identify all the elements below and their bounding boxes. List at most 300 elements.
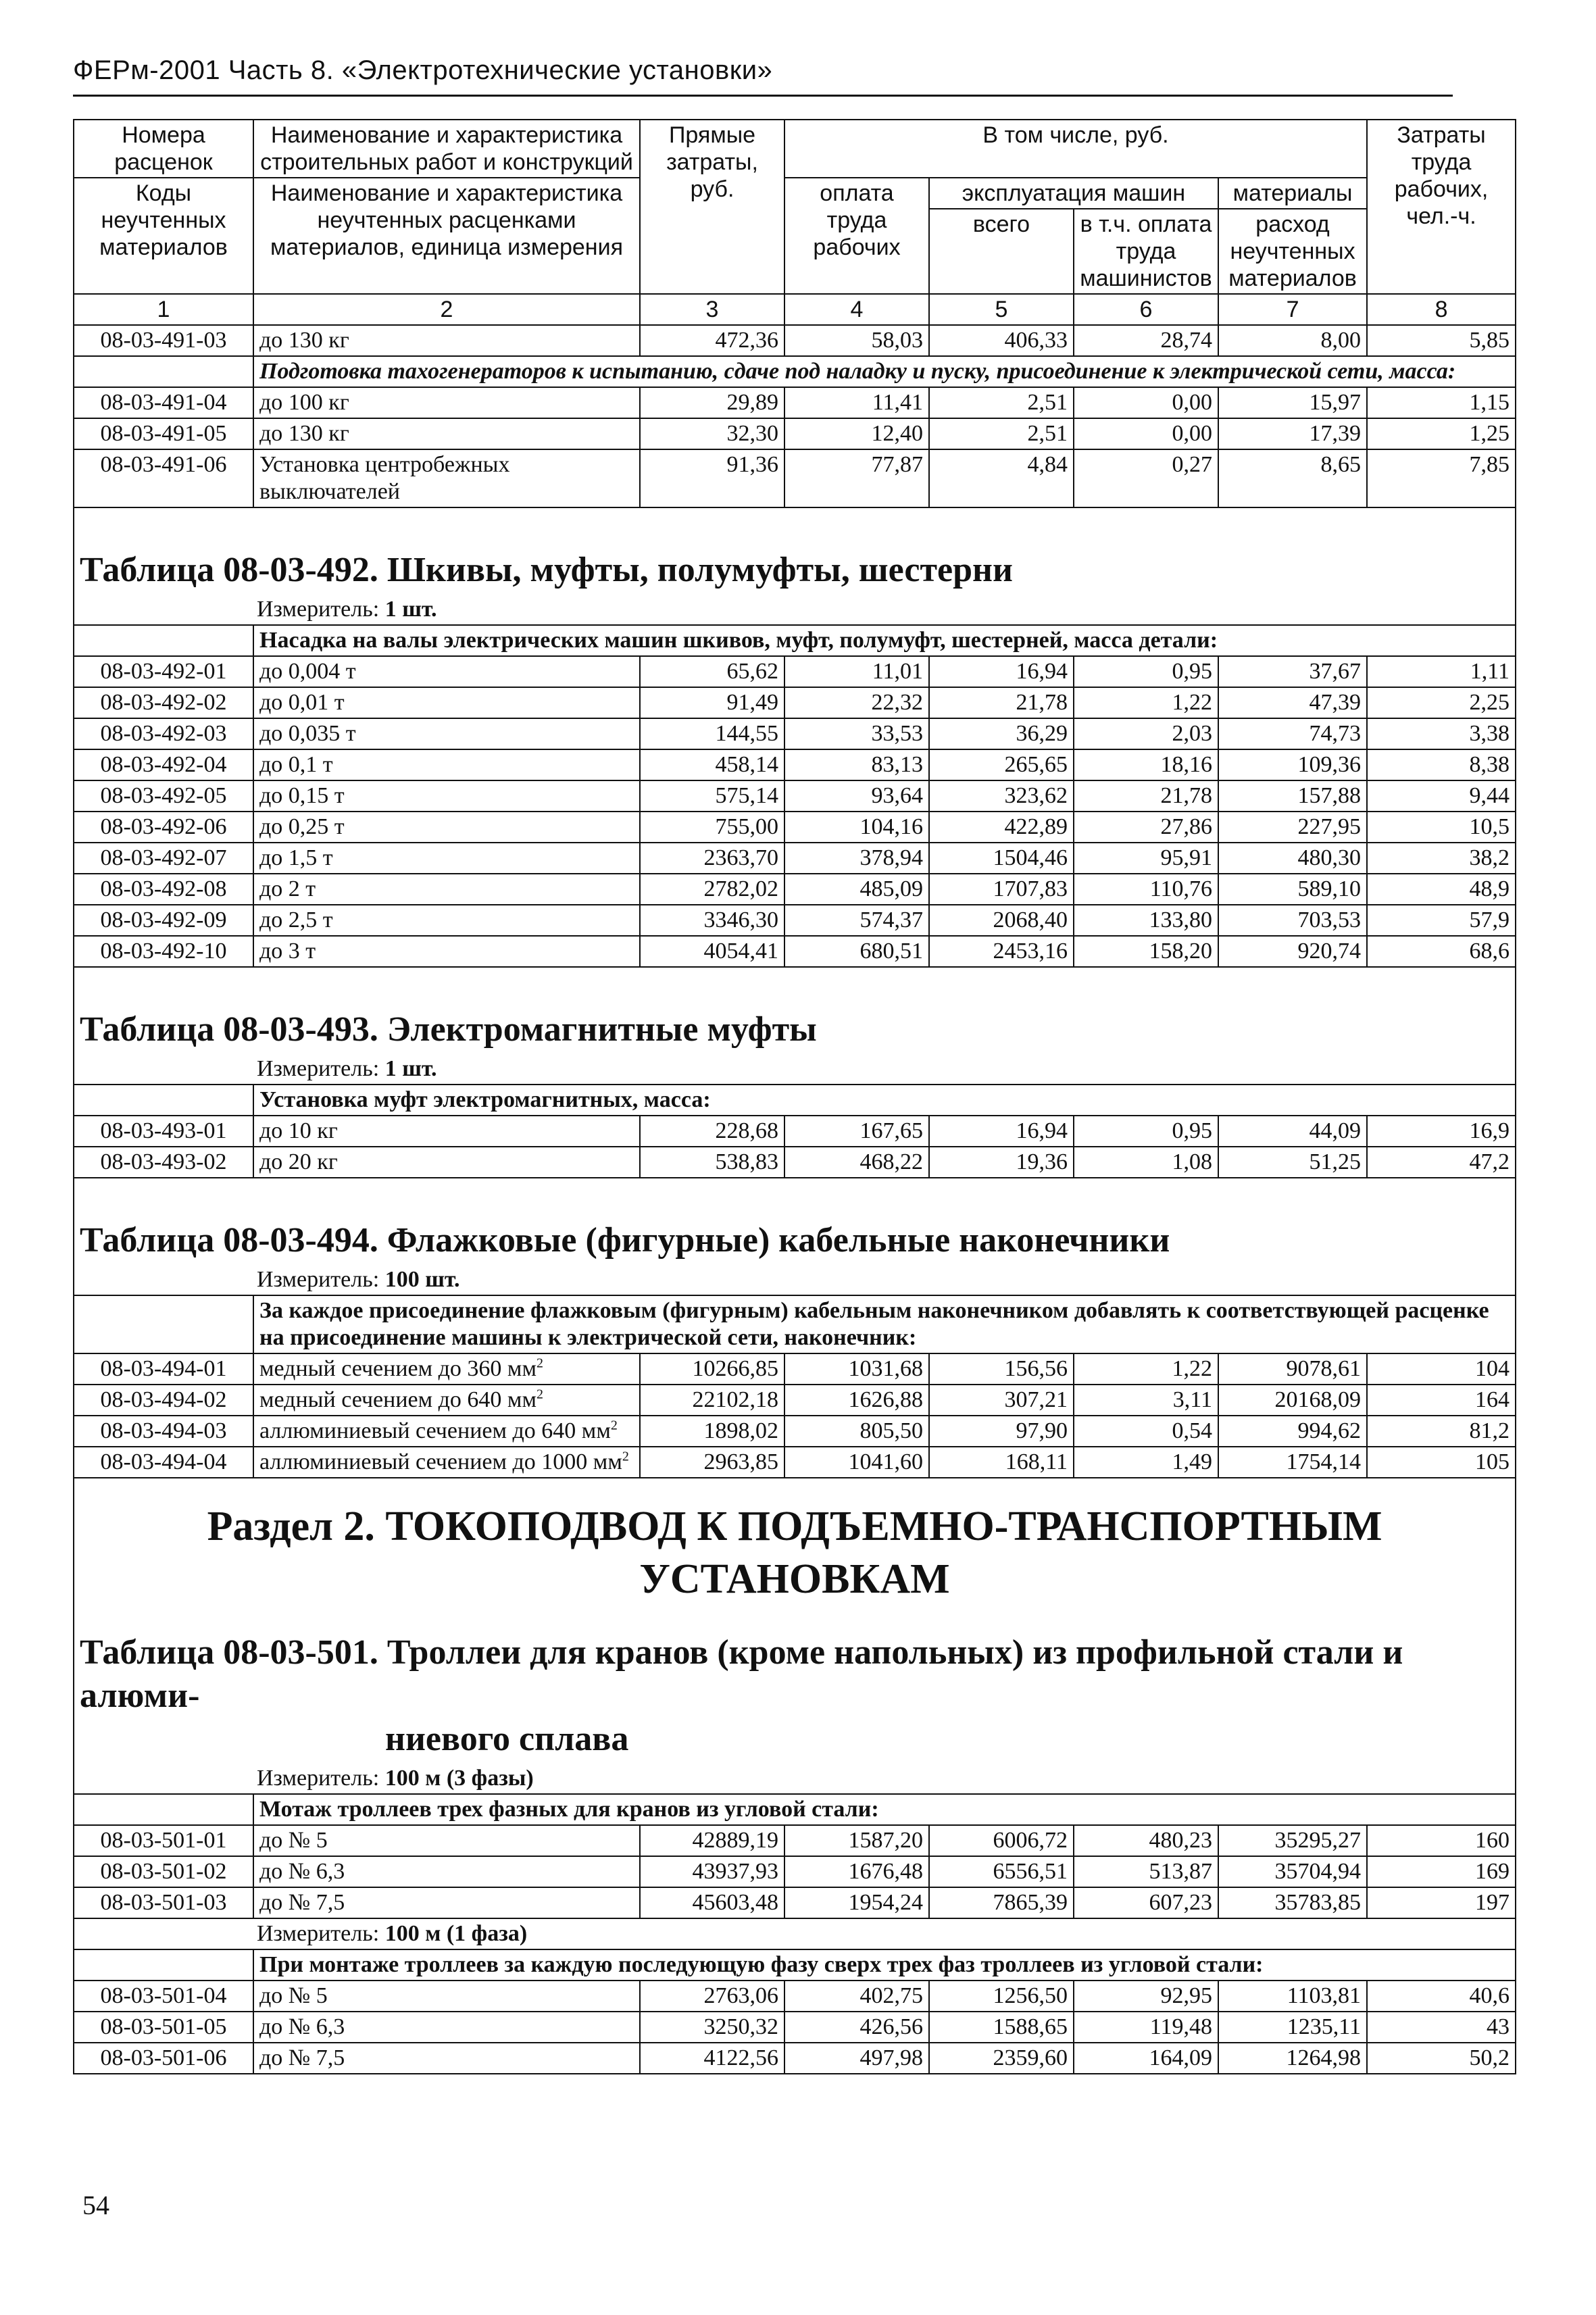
cell-machinists: 1,08 xyxy=(1074,1147,1218,1178)
cell-name: до 130 кг xyxy=(253,418,640,449)
cell-name-text: аллюминиевый сечением до 640 мм xyxy=(259,1418,611,1443)
cell-labor: 1,11 xyxy=(1367,656,1516,687)
column-number: 5 xyxy=(929,294,1074,325)
table-row xyxy=(74,449,1516,507)
cell-machines: 1588,65 xyxy=(929,2012,1074,2043)
cell-labor-pay: 468,22 xyxy=(784,1147,929,1178)
measurer-label: Измеритель: xyxy=(257,1056,380,1081)
cell-code: 08-03-501-01 xyxy=(74,1825,253,1856)
cell-machinists: 0,27 xyxy=(1074,449,1218,507)
cell-name: до № 7,5 xyxy=(253,1887,640,1918)
cell-labor: 40,6 xyxy=(1367,1981,1516,2012)
cell-machinists: 3,11 xyxy=(1074,1385,1218,1416)
cell-labor: 8,38 xyxy=(1367,749,1516,780)
cell-labor-pay: 167,65 xyxy=(784,1116,929,1147)
cell-name xyxy=(253,1385,640,1416)
cell-code: 08-03-491-05 xyxy=(74,418,253,449)
group-row xyxy=(74,356,1516,387)
cell-direct: 538,83 xyxy=(640,1147,784,1178)
cell-direct: 575,14 xyxy=(640,780,784,812)
group-row-blank xyxy=(74,1295,253,1353)
cell-materials: 15,97 xyxy=(1218,387,1367,418)
cell-direct: 45603,48 xyxy=(640,1887,784,1918)
cell-code: 08-03-492-10 xyxy=(74,936,253,967)
cell-code: 08-03-501-04 xyxy=(74,1981,253,2012)
cell-materials: 703,53 xyxy=(1218,905,1367,936)
cell-machinists: 95,91 xyxy=(1074,843,1218,874)
measurer-row xyxy=(74,1764,1516,1794)
table-title xyxy=(80,539,1510,593)
cell-direct: 43937,93 xyxy=(640,1856,784,1887)
unit-superscript: 2 xyxy=(536,1355,543,1371)
cell-materials: 109,36 xyxy=(1218,749,1367,780)
cell-labor-pay: 1041,60 xyxy=(784,1447,929,1478)
group-row-blank xyxy=(74,356,253,387)
cell-name: до № 6,3 xyxy=(253,2012,640,2043)
table-title-line: ниевого сплава xyxy=(385,1720,629,1758)
table-row xyxy=(74,1447,1516,1478)
cell-labor: 1,15 xyxy=(1367,387,1516,418)
cell-machinists: 480,23 xyxy=(1074,1825,1218,1856)
cell-materials: 8,00 xyxy=(1218,325,1367,356)
column-number: 2 xyxy=(253,294,640,325)
cell-machines: 2,51 xyxy=(929,418,1074,449)
cell-labor-pay: 805,50 xyxy=(784,1416,929,1447)
header-machines: эксплуатация машин xyxy=(929,178,1218,209)
cell-labor: 160 xyxy=(1367,1825,1516,1856)
cell-name: до 3 т xyxy=(253,936,640,967)
section-title: Раздел 2. ТОКОПОДВОД К ПОДЪЕМНО-ТРАНСПОРТНЫМ УСТАНОВКАМ xyxy=(207,1503,1382,1602)
group-row xyxy=(74,1295,1516,1353)
cell-machinists: 119,48 xyxy=(1074,2012,1218,2043)
cell-code: 08-03-501-06 xyxy=(74,2043,253,2074)
cell-code: 08-03-492-08 xyxy=(74,874,253,905)
cell-labor-pay: 680,51 xyxy=(784,936,929,967)
cell-labor-pay: 11,41 xyxy=(784,387,929,418)
rates-table xyxy=(73,119,1516,2074)
cell-machines: 2359,60 xyxy=(929,2043,1074,2074)
cell-code: 08-03-492-09 xyxy=(74,905,253,936)
cell-labor-pay: 1031,68 xyxy=(784,1353,929,1385)
cell-labor-pay: 104,16 xyxy=(784,812,929,843)
cell-code: 08-03-492-04 xyxy=(74,749,253,780)
cell-machines: 36,29 xyxy=(929,718,1074,749)
measurer xyxy=(80,1765,1510,1792)
table-501-title xyxy=(74,1620,1516,1764)
measurer-row xyxy=(74,1265,1516,1295)
measurer-label: Измеритель: xyxy=(257,1766,380,1791)
cell-name: Установка центробежных выключателей xyxy=(253,449,640,507)
cell-machinists: 164,09 xyxy=(1074,2043,1218,2074)
cell-code: 08-03-493-01 xyxy=(74,1116,253,1147)
cell-direct: 3250,32 xyxy=(640,2012,784,2043)
cell-name: до 0,035 т xyxy=(253,718,640,749)
table-row xyxy=(74,687,1516,718)
cell-labor-pay: 1954,24 xyxy=(784,1887,929,1918)
cell-machines: 422,89 xyxy=(929,812,1074,843)
cell-machines: 16,94 xyxy=(929,656,1074,687)
column-number: 4 xyxy=(784,294,929,325)
cell-materials: 589,10 xyxy=(1218,874,1367,905)
cell-machines: 307,21 xyxy=(929,1385,1074,1416)
table-493-title xyxy=(74,997,1516,1054)
cell-machines: 1707,83 xyxy=(929,874,1074,905)
measurer-row xyxy=(74,595,1516,625)
cell-labor-pay: 93,64 xyxy=(784,780,929,812)
unit-superscript: 2 xyxy=(536,1387,543,1402)
table-row xyxy=(74,812,1516,843)
cell-labor-pay: 1676,48 xyxy=(784,1856,929,1887)
cell-direct: 1898,02 xyxy=(640,1416,784,1447)
group-heading: За каждое присоединение флажковым (фигурным) кабельным наконечником добавлять к соответствующей расценке на присоединение машины к электрической сети, наконечник: xyxy=(253,1295,1516,1353)
header-labor: Затраты труда рабочих, чел.-ч. xyxy=(1367,120,1516,294)
measurer-label: Измеритель: xyxy=(257,1267,380,1292)
cell-name: до 100 кг xyxy=(253,387,640,418)
cell-labor: 47,2 xyxy=(1367,1147,1516,1178)
table-row xyxy=(74,905,1516,936)
cell-machines: 406,33 xyxy=(929,325,1074,356)
measurer-value: 100 м (1 фаза) xyxy=(384,1921,528,1946)
header-codes: Коды неучтенных материалов xyxy=(74,178,253,294)
table-spacer xyxy=(74,967,1516,997)
cell-name-text: медный сечением до 360 мм xyxy=(259,1356,537,1381)
cell-code: 08-03-494-01 xyxy=(74,1353,253,1385)
cell-labor: 164 xyxy=(1367,1385,1516,1416)
cell-machines: 4,84 xyxy=(929,449,1074,507)
column-numbers-row xyxy=(74,294,1516,325)
cell-name: до 0,25 т xyxy=(253,812,640,843)
cell-name: до 10 кг xyxy=(253,1116,640,1147)
cell-direct: 2363,70 xyxy=(640,843,784,874)
cell-labor-pay: 33,53 xyxy=(784,718,929,749)
cell-name-text: медный сечением до 640 мм xyxy=(259,1387,537,1412)
column-number: 1 xyxy=(74,294,253,325)
cell-machinists: 92,95 xyxy=(1074,1981,1218,2012)
cell-machines: 168,11 xyxy=(929,1447,1074,1478)
cell-labor: 3,38 xyxy=(1367,718,1516,749)
group-row-blank xyxy=(74,625,253,656)
table-row xyxy=(74,2012,1516,2043)
cell-machinists: 18,16 xyxy=(1074,749,1218,780)
table-row xyxy=(74,843,1516,874)
cell-direct: 4122,56 xyxy=(640,2043,784,2074)
table-title-line: Таблица 08-03-501. Троллеи для кранов (кроме напольных) из профильной стали и алюми- xyxy=(80,1633,1403,1715)
cell-direct: 22102,18 xyxy=(640,1385,784,1416)
cell-machines: 1256,50 xyxy=(929,1981,1074,2012)
cell-name-text: аллюминиевый сечением до 1000 мм xyxy=(259,1449,622,1474)
cell-direct: 2763,06 xyxy=(640,1981,784,2012)
measurer-label: Измеритель: xyxy=(257,1921,380,1946)
cell-labor: 7,85 xyxy=(1367,449,1516,507)
cell-materials: 1103,81 xyxy=(1218,1981,1367,2012)
cell-direct: 3346,30 xyxy=(640,905,784,936)
table-row xyxy=(74,418,1516,449)
cell-labor-pay: 497,98 xyxy=(784,2043,929,2074)
cell-labor: 68,6 xyxy=(1367,936,1516,967)
cell-name: до 20 кг xyxy=(253,1147,640,1178)
table-row xyxy=(74,1825,1516,1856)
group-row xyxy=(74,625,1516,656)
cell-code: 08-03-492-02 xyxy=(74,687,253,718)
cell-labor: 48,9 xyxy=(1367,874,1516,905)
cell-labor: 57,9 xyxy=(1367,905,1516,936)
cell-labor: 2,25 xyxy=(1367,687,1516,718)
group-row-blank xyxy=(74,1085,253,1116)
table-row xyxy=(74,1981,1516,2012)
header-rule xyxy=(73,95,1453,97)
table-494-title xyxy=(74,1208,1516,1265)
cell-materials: 35783,85 xyxy=(1218,1887,1367,1918)
cell-labor-pay: 12,40 xyxy=(784,418,929,449)
table-row xyxy=(74,1856,1516,1887)
group-heading: Мотаж троллеев трех фазных для кранов из угловой стали: xyxy=(253,1794,1516,1825)
unit-superscript: 2 xyxy=(610,1418,618,1433)
cell-code: 08-03-494-02 xyxy=(74,1385,253,1416)
cell-machinists: 607,23 xyxy=(1074,1887,1218,1918)
cell-direct: 32,30 xyxy=(640,418,784,449)
cell-name: до 2,5 т xyxy=(253,905,640,936)
cell-materials: 1235,11 xyxy=(1218,2012,1367,2043)
cell-name: до 0,15 т xyxy=(253,780,640,812)
cell-name xyxy=(253,1416,640,1447)
group-row-blank xyxy=(74,1949,253,1981)
column-number: 8 xyxy=(1367,294,1516,325)
header-including: В том числе, руб. xyxy=(784,120,1367,178)
header-materials: материалы xyxy=(1218,178,1367,209)
cell-labor-pay: 485,09 xyxy=(784,874,929,905)
cell-machines: 323,62 xyxy=(929,780,1074,812)
cell-labor: 16,9 xyxy=(1367,1116,1516,1147)
cell-name: до 0,01 т xyxy=(253,687,640,718)
cell-labor: 104 xyxy=(1367,1353,1516,1385)
table-row xyxy=(74,874,1516,905)
cell-direct: 91,36 xyxy=(640,449,784,507)
column-number: 7 xyxy=(1218,294,1367,325)
cell-materials: 157,88 xyxy=(1218,780,1367,812)
header-name: Наименование и характеристика строительных работ и конструкций xyxy=(253,120,640,178)
table-row xyxy=(74,1116,1516,1147)
group-row xyxy=(74,1794,1516,1825)
cell-labor: 10,5 xyxy=(1367,812,1516,843)
cell-machinists: 110,76 xyxy=(1074,874,1218,905)
cell-direct: 458,14 xyxy=(640,749,784,780)
cell-name: до № 5 xyxy=(253,1825,640,1856)
cell-machinists: 0,00 xyxy=(1074,387,1218,418)
cell-materials: 20168,09 xyxy=(1218,1385,1367,1416)
table-row xyxy=(74,1887,1516,1918)
cell-materials: 17,39 xyxy=(1218,418,1367,449)
cell-code: 08-03-492-03 xyxy=(74,718,253,749)
rates-frame xyxy=(73,119,1515,2173)
cell-code: 08-03-492-06 xyxy=(74,812,253,843)
cell-machinists: 0,95 xyxy=(1074,1116,1218,1147)
cell-name xyxy=(253,1353,640,1385)
measurer-value: 100 м (3 фазы) xyxy=(384,1766,534,1791)
cell-machines: 2068,40 xyxy=(929,905,1074,936)
cell-code: 08-03-491-03 xyxy=(74,325,253,356)
cell-labor: 197 xyxy=(1367,1887,1516,1918)
header-machinists: в т.ч. оплата труда машинистов xyxy=(1074,209,1218,294)
header-direct: Прямые затраты, руб. xyxy=(640,120,784,294)
running-header: ФЕРм-2001 Часть 8. «Электротехнические установки» xyxy=(73,55,773,85)
cell-name: до 0,1 т xyxy=(253,749,640,780)
table-row xyxy=(74,749,1516,780)
column-number: 3 xyxy=(640,294,784,325)
table-492-title xyxy=(74,538,1516,595)
measurer-value: 1 шт. xyxy=(384,1056,437,1081)
cell-direct: 65,62 xyxy=(640,656,784,687)
cell-materials: 51,25 xyxy=(1218,1147,1367,1178)
cell-machines: 6556,51 xyxy=(929,1856,1074,1887)
table-spacer xyxy=(74,507,1516,538)
measurer xyxy=(80,1266,1510,1293)
cell-machinists: 133,80 xyxy=(1074,905,1218,936)
cell-code: 08-03-501-05 xyxy=(74,2012,253,2043)
cell-materials: 480,30 xyxy=(1218,843,1367,874)
group-row xyxy=(74,1949,1516,1981)
cell-direct: 228,68 xyxy=(640,1116,784,1147)
cell-materials: 35295,27 xyxy=(1218,1825,1367,1856)
cell-machines: 1504,46 xyxy=(929,843,1074,874)
table-row xyxy=(74,718,1516,749)
header-name-materials: Наименование и характеристика неучтенных расценками материалов, единица измерения xyxy=(253,178,640,294)
cell-labor: 43 xyxy=(1367,2012,1516,2043)
cell-materials: 227,95 xyxy=(1218,812,1367,843)
cell-name: до № 6,3 xyxy=(253,1856,640,1887)
group-row-blank xyxy=(74,1794,253,1825)
column-number: 6 xyxy=(1074,294,1218,325)
cell-name: до 2 т xyxy=(253,874,640,905)
cell-direct: 2782,02 xyxy=(640,874,784,905)
cell-code: 08-03-501-03 xyxy=(74,1887,253,1918)
cell-machines: 7865,39 xyxy=(929,1887,1074,1918)
measurer-row xyxy=(74,1918,1516,1949)
cell-name: до № 7,5 xyxy=(253,2043,640,2074)
table-row xyxy=(74,780,1516,812)
group-row xyxy=(74,1085,1516,1116)
table-row xyxy=(74,325,1516,356)
table-row xyxy=(74,387,1516,418)
cell-labor-pay: 77,87 xyxy=(784,449,929,507)
cell-materials: 994,62 xyxy=(1218,1416,1367,1447)
cell-machinists: 27,86 xyxy=(1074,812,1218,843)
unit-superscript: 2 xyxy=(622,1449,629,1464)
cell-materials: 44,09 xyxy=(1218,1116,1367,1147)
group-heading: Установка муфт электромагнитных, масса: xyxy=(253,1085,1516,1116)
measurer-label: Измеритель: xyxy=(257,597,380,622)
cell-materials: 74,73 xyxy=(1218,718,1367,749)
measurer-row xyxy=(74,1054,1516,1085)
cell-labor-pay: 426,56 xyxy=(784,2012,929,2043)
cell-name: до 1,5 т xyxy=(253,843,640,874)
header-materials-use: расход неучтенных материалов xyxy=(1218,209,1367,294)
cell-labor-pay: 1587,20 xyxy=(784,1825,929,1856)
measurer xyxy=(80,1920,1510,1947)
cell-machinists: 1,22 xyxy=(1074,1353,1218,1385)
table-title-line: Таблица 08-03-492. Шкивы, муфты, полумуфты, шестерни xyxy=(80,551,1013,589)
cell-labor-pay: 11,01 xyxy=(784,656,929,687)
cell-labor-pay: 58,03 xyxy=(784,325,929,356)
cell-machinists: 1,49 xyxy=(1074,1447,1218,1478)
cell-code: 08-03-492-05 xyxy=(74,780,253,812)
cell-machines: 97,90 xyxy=(929,1416,1074,1447)
cell-labor-pay: 1626,88 xyxy=(784,1385,929,1416)
cell-name: до 0,004 т xyxy=(253,656,640,687)
cell-machines: 21,78 xyxy=(929,687,1074,718)
cell-machines: 2,51 xyxy=(929,387,1074,418)
cell-labor-pay: 22,32 xyxy=(784,687,929,718)
measurer-value: 100 шт. xyxy=(384,1267,460,1292)
cell-machinists: 1,22 xyxy=(1074,687,1218,718)
cell-materials: 37,67 xyxy=(1218,656,1367,687)
cell-labor: 1,25 xyxy=(1367,418,1516,449)
table-title xyxy=(80,999,1510,1053)
table-row xyxy=(74,936,1516,967)
cell-machines: 156,56 xyxy=(929,1353,1074,1385)
group-heading: При монтаже троллеев за каждую последующую фазу сверх трех фаз троллеев из угловой стали: xyxy=(253,1949,1516,1981)
cell-materials: 35704,94 xyxy=(1218,1856,1367,1887)
table-row xyxy=(74,1353,1516,1385)
header-machines-total: всего xyxy=(929,209,1074,294)
cell-labor-pay: 378,94 xyxy=(784,843,929,874)
measurer xyxy=(80,596,1510,623)
cell-labor: 81,2 xyxy=(1367,1416,1516,1447)
cell-machines: 16,94 xyxy=(929,1116,1074,1147)
measurer xyxy=(80,1055,1510,1082)
header-numbers: Номера расценок xyxy=(74,120,253,178)
cell-code: 08-03-501-02 xyxy=(74,1856,253,1887)
cell-materials: 1754,14 xyxy=(1218,1447,1367,1478)
table-row xyxy=(74,656,1516,687)
cell-code: 08-03-492-07 xyxy=(74,843,253,874)
cell-machinists: 21,78 xyxy=(1074,780,1218,812)
cell-machines: 19,36 xyxy=(929,1147,1074,1178)
cell-code: 08-03-491-04 xyxy=(74,387,253,418)
cell-machinists: 0,95 xyxy=(1074,656,1218,687)
cell-machines: 2453,16 xyxy=(929,936,1074,967)
table-title-line: Таблица 08-03-493. Электромагнитные муфты xyxy=(80,1010,817,1049)
section-row xyxy=(74,1478,1516,1620)
table-title xyxy=(80,1622,1510,1762)
cell-code: 08-03-494-04 xyxy=(74,1447,253,1478)
cell-direct: 42889,19 xyxy=(640,1825,784,1856)
table-row xyxy=(74,1416,1516,1447)
cell-labor-pay: 83,13 xyxy=(784,749,929,780)
cell-direct: 29,89 xyxy=(640,387,784,418)
cell-labor: 9,44 xyxy=(1367,780,1516,812)
table-title-line: Таблица 08-03-494. Флажковые (фигурные) кабельные наконечники xyxy=(80,1221,1170,1260)
cell-machinists: 0,00 xyxy=(1074,418,1218,449)
group-heading: Насадка на валы электрических машин шкивов, муфт, полумуфт, шестерней, масса детали: xyxy=(253,625,1516,656)
cell-machinists: 158,20 xyxy=(1074,936,1218,967)
cell-materials: 47,39 xyxy=(1218,687,1367,718)
cell-materials: 1264,98 xyxy=(1218,2043,1367,2074)
cell-labor: 38,2 xyxy=(1367,843,1516,874)
cell-direct: 755,00 xyxy=(640,812,784,843)
cell-labor-pay: 574,37 xyxy=(784,905,929,936)
cell-direct: 2963,85 xyxy=(640,1447,784,1478)
cell-direct: 472,36 xyxy=(640,325,784,356)
header-labor-pay: оплата труда рабочих xyxy=(784,178,929,294)
cell-machinists: 28,74 xyxy=(1074,325,1218,356)
table-row xyxy=(74,1385,1516,1416)
table-row xyxy=(74,2043,1516,2074)
cell-code: 08-03-494-03 xyxy=(74,1416,253,1447)
cell-code: 08-03-493-02 xyxy=(74,1147,253,1178)
cell-name: до 130 кг xyxy=(253,325,640,356)
cell-direct: 144,55 xyxy=(640,718,784,749)
page-number: 54 xyxy=(82,2190,109,2220)
